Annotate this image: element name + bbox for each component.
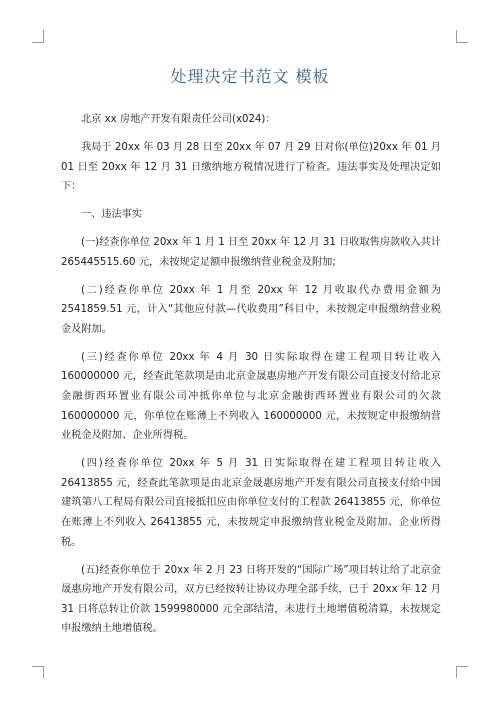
document-title: 处理决定书范文 模板 <box>170 67 330 86</box>
violation-item-5: (五)经查你单位于 20xx 年 2 月 23 日将开发的“国际广场”项目转让给了北京金晟惠房地产开发有限公司，双方已经按转让协议办理全部手续，已于 20xx 年 12 月 31 日将总转让价款 1599980000 元全部结清，未进行土地增值税清算，未按规定申报缴纳土地增值税。 <box>61 564 441 635</box>
violation-item-3: (三)经查你单位 20xx 年 4 月 30 日实际取得在建工程项目转让收入 160000000 元，经查此笔款项是由北京金晟惠房地产开发有限公司直接支付给北京金融街西环置业有限公司冲抵你单位与北京金融街西环置业有限公司的欠款 160000000 元，你单位在账薄上不列收入 160000000 元，未按规定申报缴纳营业税金及附加、企业所得税。 <box>61 351 441 442</box>
intro-paragraph: 我局于 20xx 年 03 月 28 日至 20xx 年 07 月 29 日对你(单位)20xx 年 01 月 01 日至 20xx 年 12 月 31 日缴纳地方税情况进行了检查。违法事实及处理决定如下： <box>61 141 441 193</box>
violation-item-4: (四)经查你单位 20xx 年 5 月 31 日实际取得在建工程项目转让收入 26413855 元，经查此笔款项是由北京金晟惠房地产开发有限公司直接支付给中国建筑第八工程局有限公司直接抵扣应由你单位支付的工程款 26413855 元，你单位在账薄上不列收入 26413855 元，未按规定申报缴纳营业税金及附加、企业所得税。 <box>61 458 441 548</box>
violation-item-1: (一)经查你单位 20xx 年 1 月 1 日至 20xx 年 12 月 31 日收取售房款收入共计 265445515.60 元，未按规定足额申报缴纳营业税金及附加; <box>61 237 441 268</box>
section-heading: 一、违法事实 <box>81 209 143 221</box>
crop-mark-top-right-v <box>456 30 457 42</box>
crop-mark-bottom-left-v <box>43 666 44 678</box>
crop-mark-bottom-right-h <box>456 666 468 667</box>
crop-mark-bottom-right-v <box>456 666 457 678</box>
document-body <box>61 110 441 647</box>
addressee: 北京 xx 房地产开发有限责任公司(x024)： <box>81 114 276 125</box>
crop-mark-top-left-h <box>32 42 44 43</box>
violation-item-2: (二)经查你单位 20xx 年 1 月至 20xx 年 12 月收取代办费用金额为 2541859.51 元，计入“其他应付款—代收费用”科目中，未按规定申报缴纳营业税金及附加。 <box>61 284 441 335</box>
crop-mark-top-left-v <box>43 30 44 42</box>
crop-mark-top-right-h <box>456 42 468 43</box>
